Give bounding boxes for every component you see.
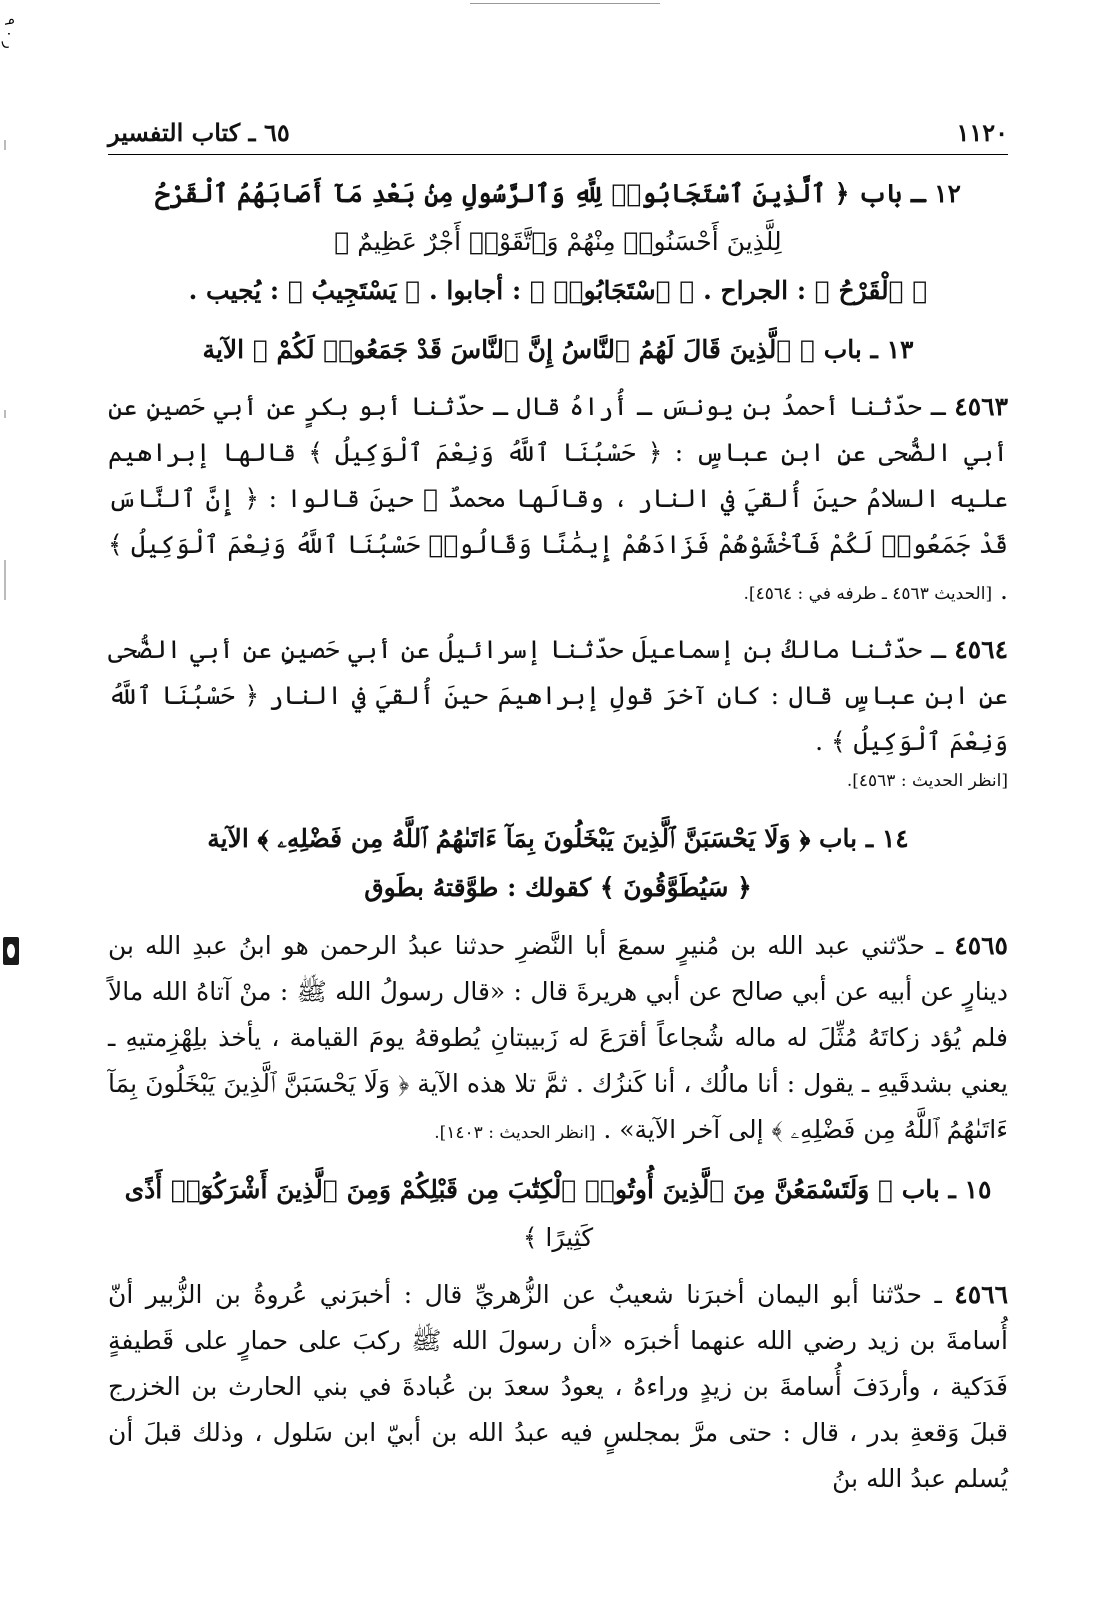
page-header: [108, 118, 1008, 152]
bab-15-heading: [108, 1166, 1008, 1262]
hadith-4566: [108, 1272, 1008, 1502]
hadith-number: ٤٥٦٤: [954, 635, 1008, 664]
header-divider: [108, 154, 1008, 155]
hadith-text: ـ حدّثنا أبو اليمان أخبرَنا شعيبٌ عن الزُّهريِّ قال : أخبرَني عُروةُ بن الزُّبير أنّ أُسامةَ بن زيد رضي الله عنهما أخبرَه «أن رسولَ الله ﷺ ركبَ على حمارٍ على قَطيفةٍ فَدَكية ، وأردَفَ أُسامةَ بن زيدٍ وراءهُ ، يعودُ سعدَ بن عُبادةَ في بني الحارث بن الخزرج قبلَ وَقعةِ بدر ، قال : حتى مرَّ بمجلسٍ فيه عبدُ الله بن أبيّ ابن سَلول ، وذلك قبلَ أن يُسلم عبدُ الله بنُ: [108, 1280, 1008, 1493]
bab-12-heading: [108, 170, 1008, 266]
hadith-number: ٤٥٦٣: [954, 392, 1008, 421]
hadith-text: ـ حدّثني عبد الله بن مُنيرٍ سمعَ أبا النَّضرِ حدثنا عبدُ الرحمن هو ابنُ عبدِ الله بن دينارٍ عن أبيه عن أبي صالح عن أبي هريرةَ قال : «قال رسولُ الله ﷺ : منْ آتاهُ الله مالاً فلم يُؤد زكاتَهُ مُثِّلَ له ماله شُجاعاً أقرَعَ له زَبيبتانِ يُطوقهُ يومَ القيامة ، يأخذ بلِهْزِمتيهِ ـ يعني بشدقَيهِ ـ يقول : أنا مالُك ، أنا كَنزُك . ثمَّ تلا هذه الآية ﴿ وَلَا يَحْسَبَنَّ ٱلَّذِينَ يَبْخَلُونَ بِمَآ ءَاتَىٰهُمُ ٱللَّهُ مِن فَضْلِهِۦ ﴾ إلى آخر الآية» .: [108, 931, 1008, 1144]
hadith-4564: [108, 627, 1008, 765]
hadith-reference: [الحديث ٤٥٦٣ ـ طرفه في : ٤٥٦٤].: [743, 584, 993, 604]
margin-tick: [4, 410, 6, 418]
hadith-number: ٤٥٦٥: [954, 931, 1008, 960]
margin-tick: [4, 140, 6, 150]
hadith-number: ٤٥٦٦: [954, 1280, 1008, 1309]
bab-12-glossary: ﴿ ٱلْقَرْحُ ﴾ : الجراح . ﴿ ٱسْتَجَابُوا۟ ﴾ : أجابوا . ﴿ يَسْتَجِيبُ ﴾ : يُجيب .: [188, 276, 928, 305]
hadith-4563: [108, 384, 1008, 617]
hadith-reference: [انظر الحديث : ٤٥٦٣].: [846, 771, 1008, 791]
hadith-text: ـ حدّثنا أحمدُ بن يونسَ ـ أُراهُ قال ـ حدّثنا أبو بكرٍ عن أبي حَصينٍ عن أبي الضُّحى عنِ ابن عباسٍ : ﴿ حَسْبُنَا ٱللَّهُ وَنِعْمَ ٱلْوَكِيلُ ﴾ قالها إبراهيم عليه السلامُ حينَ أُلقيَ في النار ، وقالَها محمدٌ ﷺ حينَ قالوا : ﴿ إِنَّ ٱلنَّاسَ قَدْ جَمَعُوا۟ لَكُمْ فَٱخْشَوْهُمْ فَزَادَهُمْ إِيمَٰنًا وَقَالُوا۟ حَسْبُنَا ٱللَّهُ وَنِعْمَ ٱلْوَكِيلُ ﴾ .: [108, 392, 1008, 605]
margin-tick: [4, 560, 6, 600]
hadith-4565: [108, 923, 1008, 1156]
bab-14-title: ١٤ ـ باب ﴿ وَلَا يَحْسَبَنَّ ٱلَّذِينَ يَبْخَلُونَ بِمَآ ءَاتَىٰهُمُ ٱللَّهُ مِن فَضْلِهِۦ ﴾ الآية: [207, 824, 909, 853]
hadith-reference: [انظر الحديث : ١٤٠٣].: [434, 1123, 596, 1143]
bab-15-title: ١٥ ـ باب ﴿ وَلَتَسْمَعُنَّ مِنَ ٱلَّذِينَ أُوتُوا۟ ٱلْكِتَٰبَ مِن قَبْلِكُمْ وَمِنَ ٱلَّذِينَ أَشْرَكُوٓا۟ أَذًى: [124, 1175, 992, 1204]
bab-15-title-continued: كَثِيرًا ﴾: [522, 1223, 594, 1252]
top-edge-rule: [470, 3, 660, 4]
bab-12-title-continued: لِلَّذِينَ أَحْسَنُوا۟ مِنْهُمْ وَٱتَّقَوْا۟ أَجْرٌ عَظِيمٌ ﴾: [334, 227, 782, 256]
bab-14-glossary: ﴿ سَيُطَوَّقُونَ ﴾ كقولك : طوَّقتهُ بطَوق: [364, 873, 752, 902]
margin-tab-marker: [3, 937, 19, 965]
bab-13-title: ١٣ ـ باب ﴿ ٱلَّذِينَ قَالَ لَهُمُ ٱلنَّاسُ إِنَّ ٱلنَّاسَ قَدْ جَمَعُوا۟ لَكُمْ ﴾ الآية: [202, 335, 914, 364]
bab-12-title: ١٢ ـ باب ﴿ ٱلَّذِينَ ٱسْتَجَابُوا۟ لِلَّهِ وَٱلرَّسُولِ مِنۢ بَعْدِ مَآ أَصَابَهُمُ ٱلْقَرْحُ: [155, 179, 961, 208]
page-number: ١١٢٠: [956, 118, 1008, 147]
page-body: [108, 170, 1008, 1502]
hadith-text: ـ حدّثنا مالكُ بن إسماعيلَ حدّثنا إسرائيلُ عن أبي حَصينٍ عن أبي الضُّحى عنِ ابن عباسٍ قال : كان آخرَ قولِ إبراهيمَ حينَ أُلقيَ في النار ﴿ حَسْبُنَا ٱللَّهُ وَنِعْمَ ٱلْوَكِيلُ ﴾ .: [108, 635, 1008, 756]
chapter-title: ٦٥ ـ كتاب التفسير: [108, 118, 290, 147]
margin-marks: ر ٠ ٩: [1, 18, 17, 49]
